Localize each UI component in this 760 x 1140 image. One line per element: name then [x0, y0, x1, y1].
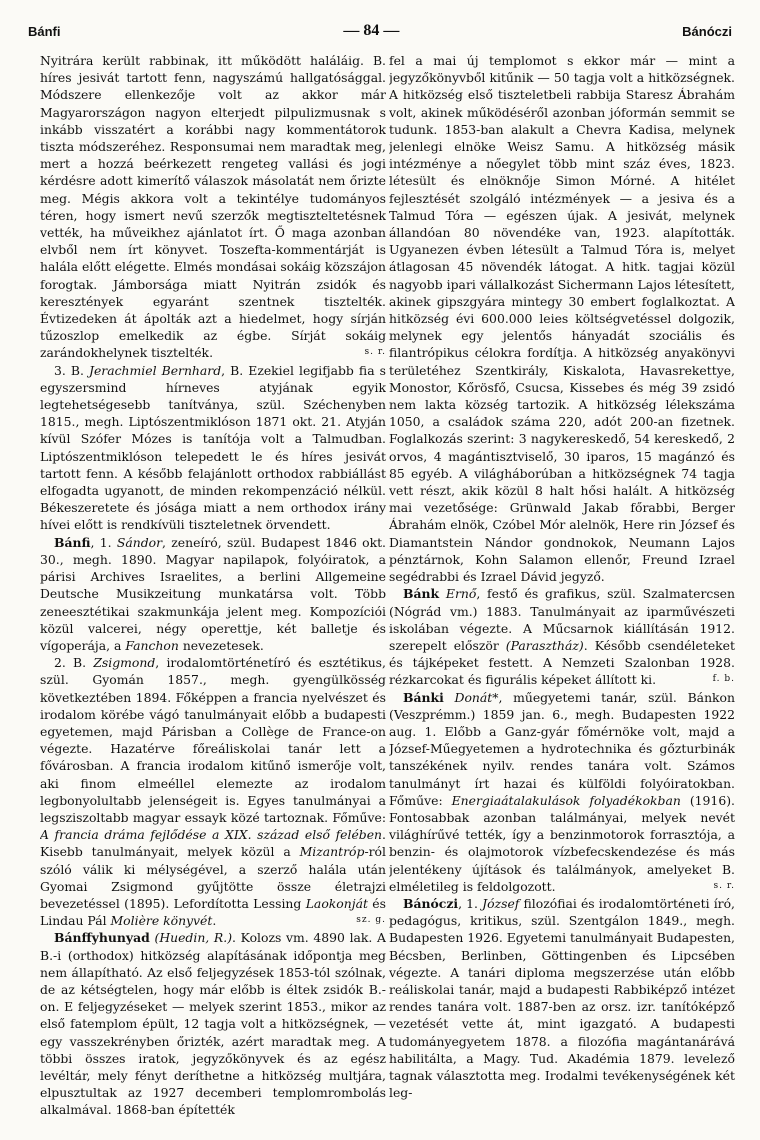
entry-bank-erno: Bánk Ernő, festő és grafikus, szül. Szalmatercsen (Nógrád vm.) 1883. Tanulmányait az iparművészeti iskolában végezte. A Műcsarnok kiállításán 1912. szerepelt először (Parasztház). Később csendéleteket és tájképeket festett. A Nemzeti Szalonban 1928. rézkarcokat és figurális képeket állított ki. f. b.: [389, 586, 735, 688]
entry-name: Donát*: [454, 689, 499, 705]
author-signature: s. r.: [713, 880, 735, 891]
entry-banoczi-jozsef: Bánóczi, 1. József filozófiai és irodalomtörténeti író, pedagógus, kritikus, szül. Szentgálon 1849., megh. Budapesten 1926. Egyetemi tanulmányait Budapesten, Bécsben, Berlinben, Göttingenben és Lipcsében végezte. A tanári diploma megszerzése után előbb reáliskolai tanár, majd a budapesti Rabbiképző intézet rendes tanára volt. 1887-ben az orsz. izr. tanítóképző vezetését vette át, mint igazgató. A budapesti tudományegyetem 1878. a filozófia magántanárává habilitálta, a Magy. Tud. Akadémia 1879. levelező tagnak választotta meg. Irodalmi tevékenységének két leg-: [389, 895, 735, 1101]
entry-name: Jerachmiel Bernhard: [89, 362, 222, 378]
running-header: [28, 20, 732, 42]
header-left-keyword: Bánfi: [28, 23, 61, 39]
entry-banki-donat: Bánki Donát*, műegyetemi tanár, szül. Bánkon (Veszprémm.) 1859 jan. 6., megh. Budapesten 1922 aug. 1. Előbb a Ganz-gyár főmérnöke volt, majd a József-Műegyetemen a hydrotechnika és gőzturbinák tanszékének nyilv. rendes tanára volt. Számos tanulmányt írt hazai és külföldi folyóiratokban. Főműve: Energiaátalakulások folyadékokban (1916). Fontosabbak azonban találmányai, melyek nevét világhírűvé tették, így a benzinmotorok forrasztója, a benzin- és olajmotorok vízbefecskendezése és más jelentékeny újítások és találmányok, amelyeket B. elméletileg is feldolgozott. s. r.: [389, 689, 735, 894]
entry-banfi-zsigmond: 2. B. Zsigmond, irodalomtörténetíró és esztétikus, szül. Gyomán 1857., megh. gyengülkösség következtében 1894. Főképpen a francia nyelvészet és irodalom körébe vágó tanulmányait előbb a budapesti egyetemen, majd Párisban a Collège de France-on végezte. Hazatérve főreáliskolai tanár lett a fővárosban. A francia irodalom kitűnő ismerője volt, aki finom elmeéllel elemezte az irodalom legbonyolultabb jelenségeit is. Egyes tanulmányai a legsziszoltabb magyar essayk közé tartoznak. Főműve: A francia dráma fejlődése a XIX. század első felében. Kisebb tanulmányait, melyek közül a Mizantróp-ról szóló válik ki mélységével, a szerző halála után Gyomai Zsigmond gyűjtötte össze életrajzi bevezetéssel (1895). Lefordította Lessing Laokonját és Lindau Pál Molière könyvét. sz. g.: [40, 655, 386, 929]
work-title: Fanchon: [125, 637, 179, 653]
header-right-keyword: Bánóczi: [682, 23, 732, 39]
entry-banfi-jerachmiel: 3. B. Jerachmiel Bernhard, B. Ezekiel legifjabb fia s egyszersmind hírneves atyjának egyik legtehetségesebb tanítványa, szül. Széchenyben 1815., megh. Liptószentmiklóson 1871 okt. 21. Atyján kívül Szófer Mózes is tanítója volt a Talmudban. Liptószentmiklóson telepedett le és híres jesivát tartott fenn. A később felajánlott orthodox rabbiállást elfogadta ugyanott, de minden rekompenzáció nélkül. Békeszeretete és jósága miatt a nem orthodox irány hívei előtt is rendkívüli tiszteletnek örvendett.: [40, 362, 386, 533]
author-signature: f. b.: [712, 674, 735, 685]
entry-continuation: fel a mai új templomot s ekkor már — mint a jegyzőkönyvből kitűnik — 50 tagja volt a hitközségnek. A hitközség első tiszteletbeli rabbija Staresz Ábrahám volt, akinek működéséről azonban jóformán semmit se tudunk. 1853-ban alakult a Chevra Kadisa, melynek jelenlegi elnöke Weisz Samu. A hitközség másik intézménye a nőegylet több mint száz éves, 1823. létesült és elnöknője Simon Mórné. A hitélet fejlesztését szolgáló intézmények — a jesiva és a Talmud Tóra — egészen újak. A jesivát, melynek állandóan 80 növendéke van, 1923. alapították. Ugyanezen évben létesült a Talmud Tóra is, melyet átlagosan 45 növendék látogat. A hitk. tagjai közül nagyobb ipari vállalkozást Sichermann Lajos létesített, akinek gipszgyára mintegy 30 embert foglalkoztat. A hitközség évi 600.000 leies költségvetéssel dolgozik, melynek egy jelentős hányadát szociális és filantrópikus célokra fordítja. A hitközség anyakönyvi területéhez Szentkirály, Kiskalota, Havasrekettye, Monostor, Kőrösfő, Csucsa, Kissebes és még 39 zsidó nem lakta község tartozik. A hitközség lélekszáma 1050, a családok száma 220, adót 200-an fizetnek. Foglalkozás szerint: 3 nagykereskedő, 54 kereskedő, 2 orvos, 4 magántisztviselő, 30 iparos, 15 magánzó és 85 egyéb. A világháborúban a hitközségnek 74 tagja vett részt, akik közül 8 halt hősi halált. A hitközség mai vezetősége: Grünwald Jakab főrabbi, Berger Ábrahám elnök, Czóbel Mór alelnök, Here rin József és Diamantstein Nándor gondnokok, Neumann Lajos pénztárnok, Kohn Salamon ellenőr, Freund Izrael segédrabbi és Izrael Dávid jegyző.: [389, 53, 735, 585]
headword: Bánfi: [54, 534, 91, 550]
entry-banfi-sandor: Bánfi, 1. Sándor, zeneíró, szül. Budapest 1846 okt. 30., megh. 1890. Magyar napilapok, folyóiratok, a párisi Archives Israelites, a berlini Allgemeine Deutsche Musikzeitung munkatársa volt. Több zeneesztétikai szakmunkája jelent meg. Kompozíciói közül valcerei, négy operettje, két balletje és vígoperája, a Fanchon nevezetesek.: [40, 534, 386, 653]
entry-name: Ernő: [445, 586, 477, 602]
alt-name: (Huedin, R.): [154, 930, 233, 946]
headword: Bánki: [403, 689, 444, 705]
right-column: [389, 52, 735, 1134]
work-title: Energiaátalakulások folyadékokban: [451, 792, 681, 808]
work-title: A francia dráma fejlődése a XIX. század első felében: [40, 827, 383, 843]
headword: Bánóczi: [403, 895, 459, 911]
entry-continuation: Nyitrára került rabbinak, itt működött haláláig. B. híres jesivát tartott fenn, nagyszámú hallgatósággal. Módszere ellenkezője volt az akkor már Magyarországon nagyon elterjedt pilpulizmusnak s inkább visszatért a korábbi nagy kommentátorok tiszta módszeréhez. Responsumai nem maradtak meg, mert a hozzá beérkezett rengeteg vallási és jogi kérdésre adott kimerítő válaszok másolatát nem őrizte meg. Mégis akkora volt a tekintélye tudományos téren, hogy ismert nevű szerzők megtiszteltetésnek vették, ha műveikhez ajánlatot írt. Ő maga azonban elvből nem írt könyvet. Toszefta-kommentárját is halála előtt elégette. Elmés mondásai sokáig közszájon forogtak. Jámborsága miatt Nyitrán zsidók és keresztények egyaránt szentnek tisztelték. Évtizedeken át ápolták azt a hiedelmet, hogy sírján tűzoszlop emelkedik az égbe. Sírját sokáig zarándokhelynek tisztelték. s. r.: [40, 53, 386, 361]
entry-name: Zsigmond: [93, 655, 156, 671]
work-title: Laokonját: [305, 895, 368, 911]
left-column: [40, 52, 386, 1134]
page-number: — 84 —: [343, 22, 400, 39]
entry-banffyhunyad: Bánffyhunyad (Huedin, R.). Kolozs vm. 4890 lak. A B.-i (orthodox) hitközség alapításának időpontja meg nem állapítható. Az első feljegyzések 1853-tól szólnak, de az kétségtelen, hogy már előbb is éltek zsidók B.-on. E feljegyzéseket — melyek szerint 1853., mikor az első fatemplom épült, 12 tagja volt a hitközségnek, — egy vasszekrényben őrizték, azért maradtak meg. A többi összes iratok, jegyzőkönyvek és az egész levéltár, mely fényt deríthetne a hitközség multjára, elpusztultak az 1927 decemberi templomrombolás alkalmával. 1868-ban építették: [40, 930, 386, 1118]
author-signature: s. r.: [364, 347, 386, 358]
work-title: Mizantróp: [299, 844, 365, 860]
work-title: (Parasztház): [505, 637, 584, 653]
headword: Bánk: [403, 586, 440, 602]
entry-name: József: [482, 895, 520, 911]
work-title: Molière könyvét: [110, 913, 213, 929]
entry-name: Sándor: [116, 534, 163, 550]
author-signature: sz. g.: [356, 915, 386, 926]
headword: Bánffyhunyad: [54, 930, 150, 946]
